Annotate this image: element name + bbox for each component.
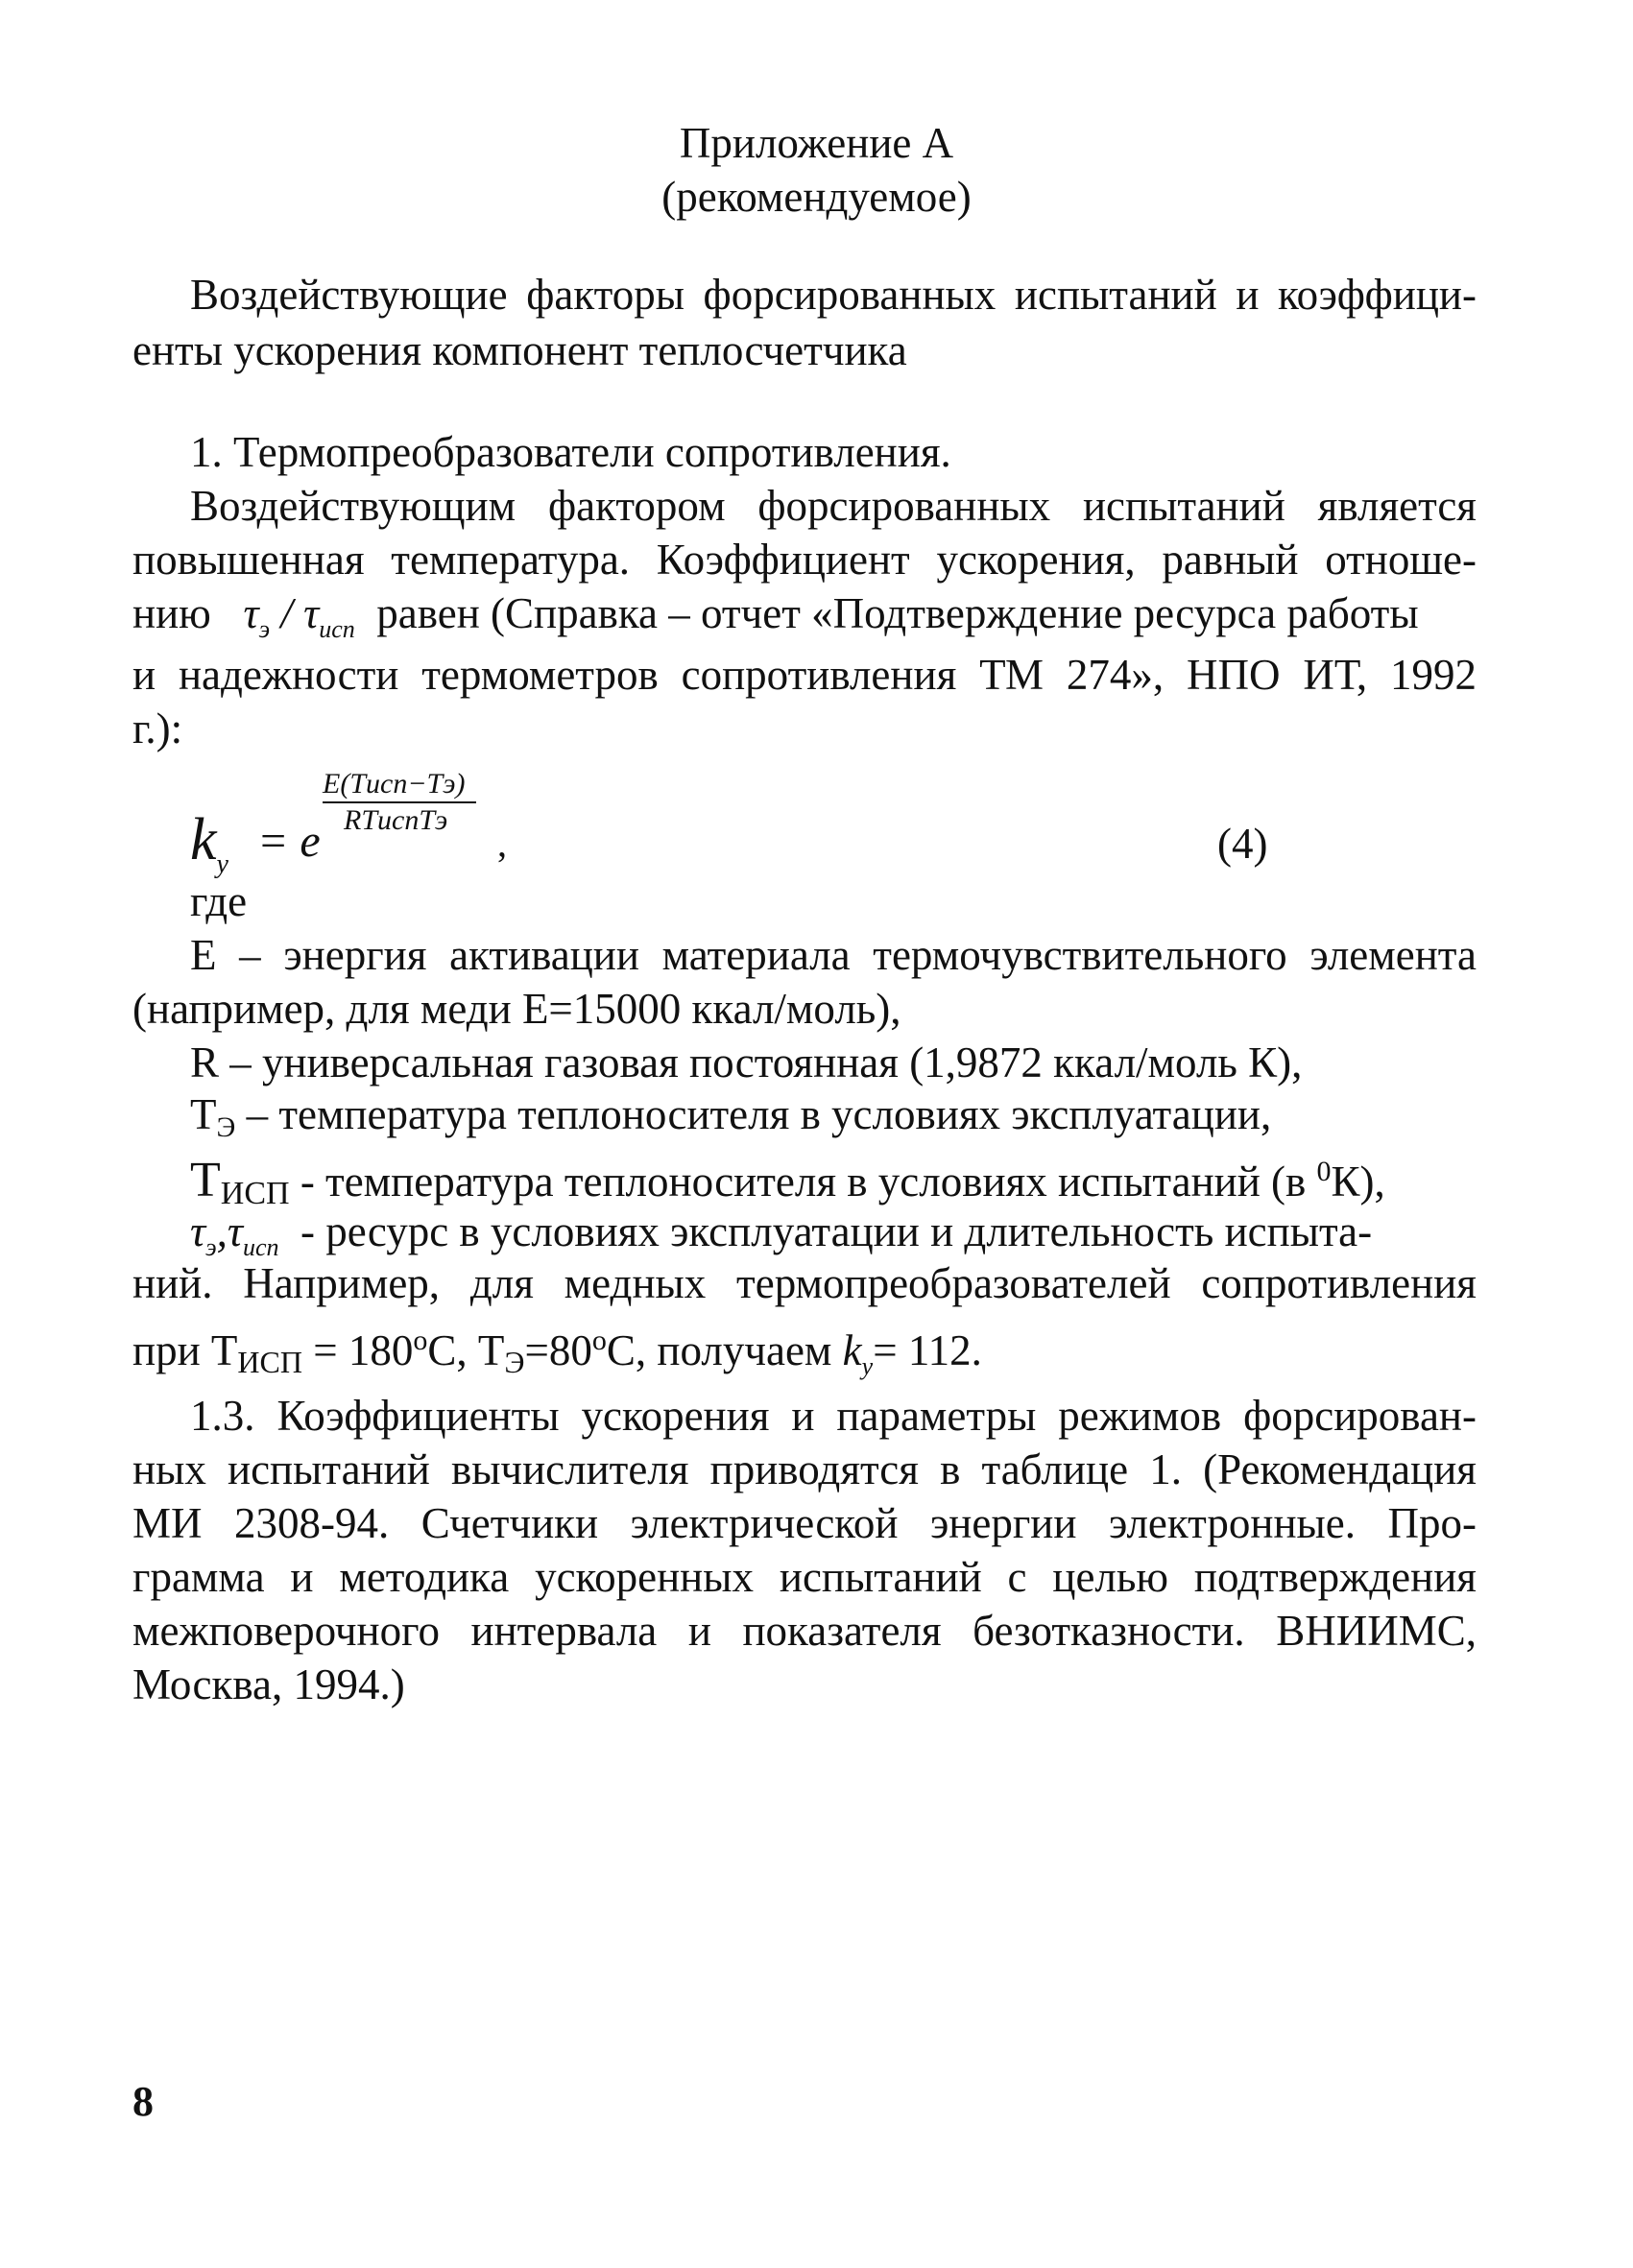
subscript: исп: [242, 1233, 279, 1261]
symbol-k: k: [842, 1326, 862, 1374]
page-number: 8: [132, 2078, 154, 2125]
text-segment: - температура теплоносителя в условиях испытаний (в: [289, 1158, 1317, 1206]
paragraph-line-with-ratio: [132, 587, 1419, 656]
formula-equals-e: = e: [257, 816, 321, 867]
text-segment: - ресурс в условиях эксплуатации и длительность испыта-: [289, 1207, 1373, 1255]
paragraph-line: Воздействующим фактором форсированных испытаний является: [190, 482, 1477, 530]
definition-R: R – универсальная газовая постоянная (1,9872 ккал/моль К),: [190, 1039, 1303, 1086]
text-segment: =80: [524, 1326, 592, 1374]
text-segment: равен (Справка – отчет «Подтверждение ресурса работы: [376, 589, 1419, 637]
section-1-heading: 1. Термопреобразователи сопротивления.: [190, 428, 951, 476]
text-segment: нию: [132, 589, 211, 637]
paragraph-line: и надежности термометров сопротивления ТМ 274», НПО ИТ, 1992: [132, 651, 1477, 699]
tau-symbol: τ: [303, 589, 320, 637]
example-line-2: [132, 1315, 982, 1393]
appendix-heading: Приложение А: [679, 119, 954, 167]
text-segment: – температура теплоносителя в условиях эксплуатации,: [235, 1090, 1272, 1138]
formula-4: [190, 768, 536, 879]
text-segment: С, получаем: [606, 1326, 843, 1374]
definition-E-line-1: Е – энергия активации материала термочувствительного элемента: [190, 931, 1477, 979]
subscript: ИСП: [237, 1345, 302, 1379]
symbol-T: Т: [190, 1090, 217, 1138]
section-1-3-line: Москва, 1994.): [132, 1660, 405, 1708]
section-1-3-line: 1.3. Коэффициенты ускорения и параметры режимов форсирован-: [190, 1392, 1477, 1440]
subscript: ИСП: [220, 1176, 290, 1211]
subscript: э: [258, 615, 271, 643]
symbol-T: Т: [190, 1153, 221, 1207]
section-1-3-line: межповерочного интервала и показателя безотказности. ВНИИМС,: [132, 1607, 1477, 1655]
paragraph-line: повышенная температура. Коэффициент ускорения, равный отноше-: [132, 536, 1477, 584]
tau-symbol: τ: [227, 1207, 243, 1255]
text-segment: = 180: [301, 1326, 414, 1374]
subscript: y: [216, 849, 228, 879]
text-segment: К),: [1331, 1158, 1385, 1206]
tau-symbol: τ: [243, 589, 259, 637]
title-line-1: Воздействующие факторы форсированных испытаний и коэффици-: [190, 271, 1477, 319]
fraction-bar: [323, 801, 476, 803]
text-segment: С, Т: [427, 1326, 505, 1374]
subscript: исп: [319, 615, 355, 643]
text-segment: при Т: [132, 1326, 238, 1374]
superscript: 0: [1316, 1156, 1332, 1187]
slash-symbol: /: [280, 589, 293, 637]
subscript: э: [205, 1233, 217, 1261]
definition-Te: [190, 1088, 1271, 1154]
superscript: о: [413, 1325, 428, 1356]
appendix-subheading: (рекомендуемое): [661, 173, 972, 221]
paragraph-line: г.):: [132, 704, 183, 752]
example-line-1: ний. Например, для медных термопреобразователей сопротивления: [132, 1259, 1477, 1307]
section-1-3-line: МИ 2308-94. Счетчики электрической энергии электронные. Про-: [132, 1499, 1477, 1547]
formula-numerator: E(Tисп−Tэ): [323, 768, 466, 800]
text-segment: = 112.: [873, 1326, 982, 1374]
subscript: y: [861, 1352, 874, 1380]
where-label: где: [190, 877, 248, 925]
formula-comma: ,: [497, 822, 507, 865]
title-line-2: енты ускорения компонент теплосчетчика: [132, 326, 907, 374]
formula-number: (4): [1217, 820, 1268, 868]
tau-symbol: τ: [190, 1207, 206, 1255]
formula-denominator: RTиспTэ: [344, 804, 448, 836]
subscript: Э: [216, 1111, 236, 1143]
superscript: о: [591, 1325, 607, 1356]
section-1-3-line: грамма и методика ускоренных испытаний с целью подтверждения: [132, 1553, 1477, 1601]
section-1-3-line: ных испытаний вычислителя приводятся в таблице 1. (Рекомендация: [132, 1445, 1477, 1493]
definition-E-line-2: (например, для меди Е=15000 ккал/моль),: [132, 985, 901, 1033]
separator: ,: [216, 1207, 228, 1255]
formula-k: $k_y$: [190, 807, 228, 879]
subscript: Э: [504, 1345, 525, 1379]
